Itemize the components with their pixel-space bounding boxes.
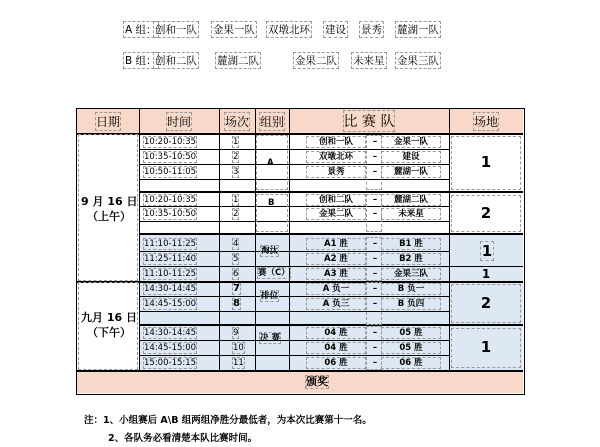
match-round: 10: [233, 343, 244, 353]
team-chip: 创和二队: [155, 55, 197, 67]
rule: [139, 191, 523, 193]
match-vs-separator: –: [372, 358, 378, 368]
header-venue: 场地: [473, 114, 498, 129]
match-time: 10:20-10:35: [144, 137, 197, 147]
team-chip: 金果二队: [295, 55, 337, 67]
rule: [139, 149, 449, 150]
match-round: 6: [233, 269, 239, 279]
match-round: 4: [233, 239, 239, 249]
match-time: 14:30-14:45: [144, 284, 197, 294]
date-pm-line2: （下午）: [87, 326, 131, 339]
match-away-team: 05 胜: [382, 343, 440, 353]
venue-value: 1: [480, 153, 492, 171]
note-line1: 注：1、小组赛后 A\B 组两组净胜分最低者，为本次比赛第十一名。: [84, 415, 372, 426]
match-round: 8: [233, 298, 240, 309]
stage-final: 决 赛: [260, 333, 280, 343]
vs-column-box: [367, 195, 381, 231]
venue-value: 2: [480, 204, 492, 222]
rule: [139, 206, 449, 207]
header-teams: 比 赛 队: [344, 111, 395, 131]
match-away-team: 麓湖二队: [382, 195, 440, 205]
team-chip: 金果一队: [213, 24, 255, 36]
match-round: 2: [233, 152, 239, 162]
match-vs-separator: –: [372, 299, 378, 309]
match-round: 11: [233, 358, 244, 368]
rule: [219, 109, 220, 371]
team-chip: 金果三队: [397, 55, 439, 67]
rule: [139, 233, 523, 235]
match-home-team: A3 胜: [307, 269, 365, 279]
match-home-team: 创和一队: [307, 137, 365, 147]
team-chip: 未来星: [353, 55, 385, 67]
match-vs-separator: –: [372, 137, 378, 147]
match-home-team: 景秀: [307, 167, 365, 177]
date-am-line2: （上午）: [87, 210, 131, 223]
match-time: 14:45-15:00: [144, 343, 197, 353]
match-home-team: A2 胜: [307, 254, 365, 264]
rule: [77, 281, 523, 283]
match-away-team: B2 胜: [382, 254, 440, 264]
team-chip: 麓湖二队: [217, 55, 259, 67]
stage-knockout-2: 赛（C）: [258, 268, 290, 278]
rule: [449, 109, 450, 371]
rule: [77, 133, 523, 135]
match-home-team: 06 胜: [307, 358, 365, 368]
match-away-team: 06 胜: [382, 358, 440, 368]
vs-column-box: [367, 327, 381, 369]
match-away-team: 05 胜: [382, 328, 440, 338]
note-line2: 2、各队务必看清楚本队比赛时间。: [108, 433, 258, 444]
match-time: 10:35-10:50: [144, 209, 197, 219]
schedule-table: [76, 108, 525, 395]
match-vs-separator: –: [372, 284, 378, 294]
match-home-team: 金果二队: [307, 209, 365, 219]
match-home-team: 04 胜: [307, 328, 365, 338]
match-time: 10:50-11:05: [144, 167, 197, 177]
match-vs-separator: –: [372, 269, 378, 279]
header-time: 时间: [166, 114, 191, 129]
match-time: 11:10-11:25: [144, 269, 197, 279]
vs-column-box: [367, 283, 381, 324]
vs-column-box: [367, 238, 381, 280]
match-away-team: 金果三队: [382, 269, 440, 279]
vs-column-box: [367, 136, 381, 189]
match-away-team: B1 胜: [382, 239, 440, 249]
match-round: 7: [233, 283, 240, 294]
group-a-line: [124, 22, 454, 36]
match-away-team: 建设: [382, 152, 440, 162]
match-round: 5: [233, 254, 239, 264]
match-time: 10:35-10:50: [144, 152, 197, 162]
date-am-line1: 9 月 16 日: [81, 195, 138, 208]
match-home-team: 04 胜: [307, 343, 365, 353]
match-vs-separator: –: [372, 195, 378, 205]
group-b-label-cell: B: [268, 198, 275, 208]
match-away-team: 麓湖一队: [382, 167, 440, 177]
venue-value: 1: [481, 267, 491, 281]
rule: [139, 179, 449, 180]
match-vs-separator: –: [372, 254, 378, 264]
team-chip: 建设: [325, 24, 346, 36]
match-round: 2: [233, 209, 239, 219]
match-home-team: A1 胜: [307, 239, 365, 249]
rule: [139, 164, 449, 165]
venue-value: 2: [480, 294, 492, 312]
rule: [139, 340, 449, 341]
match-time: 15:00-15:15: [144, 358, 197, 368]
rule: [139, 251, 449, 252]
stage-ranking: 排位: [261, 291, 279, 301]
rule: [139, 324, 523, 326]
match-time: 11:10-11:25: [144, 239, 197, 249]
match-vs-separator: –: [372, 328, 378, 338]
rule: [139, 296, 449, 297]
team-chip: 麓湖一队: [397, 24, 439, 36]
match-vs-separator: –: [372, 167, 378, 177]
match-time: 10:20-10:35: [144, 195, 197, 205]
match-vs-separator: –: [372, 239, 378, 249]
group-b-label: B 组：: [125, 55, 157, 67]
match-round: 3: [233, 167, 239, 177]
match-vs-separator: –: [372, 152, 378, 162]
match-away-team: B 负一: [382, 284, 440, 294]
rule: [255, 109, 256, 371]
rule: [139, 355, 449, 356]
group-a-label-cell: A: [267, 158, 274, 168]
group-a-label: A 组：: [125, 24, 157, 36]
match-home-team: 双墩北环: [307, 152, 365, 162]
match-home-team: A 负三: [307, 299, 365, 309]
venue-value: 1: [480, 338, 492, 356]
match-time: 14:45-15:00: [144, 299, 197, 309]
rule: [139, 311, 449, 312]
header-date: 日期: [95, 114, 120, 129]
match-home-team: 创和二队: [307, 195, 365, 205]
match-away-team: B 负四: [382, 299, 440, 309]
match-time: 11:25-11:40: [144, 254, 197, 264]
rule: [139, 221, 449, 222]
stage-knockout-1: 淘汰: [261, 246, 279, 256]
header-group: 组别: [259, 114, 284, 129]
match-round: 1: [233, 137, 239, 147]
match-away-team: 未来星: [382, 209, 440, 219]
rule: [77, 370, 523, 372]
header-round: 场次: [224, 114, 249, 129]
group-b-line: [124, 53, 454, 67]
rule: [289, 109, 290, 371]
award-row: [77, 371, 523, 393]
match-vs-separator: –: [372, 343, 378, 353]
rule: [139, 109, 140, 371]
match-round: 1: [233, 195, 239, 205]
match-home-team: A 负一: [307, 284, 365, 294]
match-time: 14:30-14:45: [144, 328, 197, 338]
match-away-team: 金果一队: [382, 137, 440, 147]
match-vs-separator: –: [372, 209, 378, 219]
team-chip: 景秀: [361, 24, 382, 36]
date-pm-line1: 九月 16 日: [81, 311, 137, 324]
team-chip: 双墩北环: [268, 24, 310, 36]
award-label: 颁奖: [306, 375, 328, 388]
team-chip: 创和一队: [155, 24, 197, 36]
venue-value: 1: [481, 242, 493, 260]
match-round: 9: [233, 328, 239, 338]
